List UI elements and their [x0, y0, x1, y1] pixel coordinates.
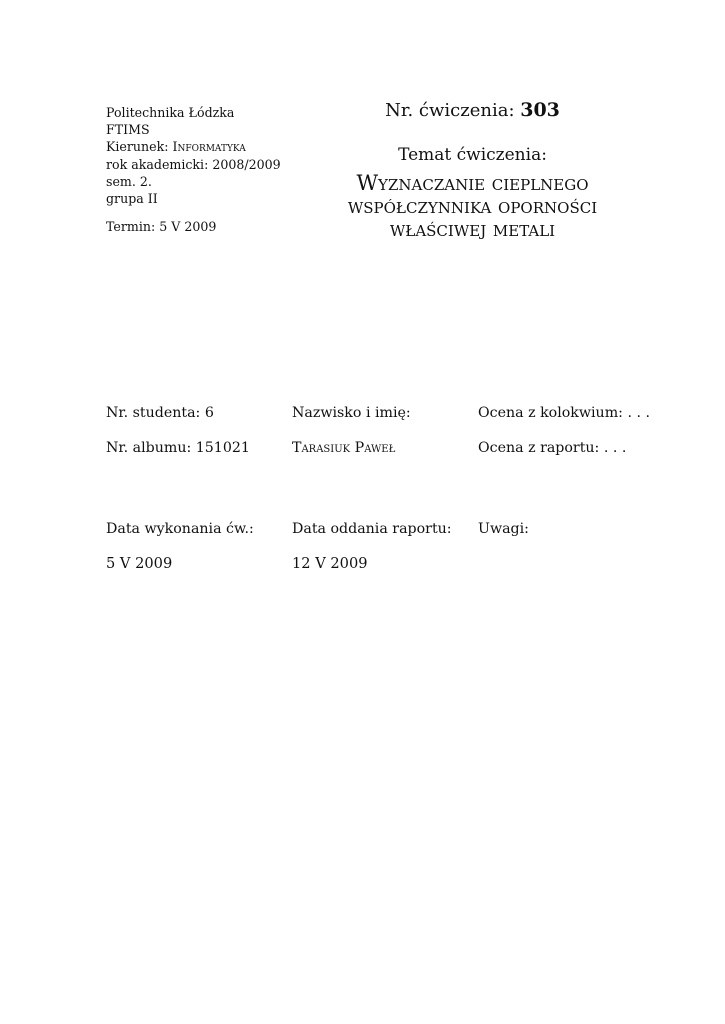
term-date: Termin: 5 V 2009: [106, 219, 217, 234]
university-name: Politechnika Łódzka: [106, 105, 235, 120]
colloquium-grade: Ocena z kolokwium: . . .: [478, 405, 650, 421]
exercise-number: [320, 99, 625, 121]
field-label: Kierunek:: [106, 139, 173, 155]
exercise-number-value: 303: [520, 99, 560, 121]
student-number: Nr. studenta: 6: [106, 405, 214, 421]
semester: sem. 2.: [106, 173, 152, 189]
submitted-date-value: 12 V 2009: [292, 555, 368, 572]
student-name: Tarasiuk Paweł: [292, 440, 396, 456]
report-grade: Ocena z raportu: . . .: [478, 440, 627, 456]
topic-title: [315, 172, 630, 241]
group: grupa II: [106, 191, 158, 207]
academic-year: rok akademicki: 2008/2009: [106, 156, 281, 172]
album-number: Nr. albumu: 151021: [106, 440, 250, 456]
exercise-number-label: Nr. ćwiczenia:: [385, 100, 521, 121]
field-of-study: [106, 138, 281, 155]
topic-title-line-3: właściwej metali: [389, 217, 556, 241]
topic-title-line-2: współczynnika oporności: [347, 194, 598, 218]
header-info-block: [106, 104, 281, 207]
topic-title-line-1: Wyznaczanie cieplnego: [356, 171, 589, 195]
submitted-date-label: Data oddania raportu:: [292, 521, 452, 537]
field-value: Informatyka: [172, 139, 246, 155]
performed-date-value: 5 V 2009: [106, 555, 173, 572]
topic-label: Temat ćwiczenia:: [398, 145, 547, 165]
notes-label: Uwagi:: [478, 521, 529, 537]
name-label: Nazwisko i imię:: [292, 405, 411, 421]
faculty-name: FTIMS: [106, 122, 150, 138]
performed-date-label: Data wykonania ćw.:: [106, 521, 254, 537]
